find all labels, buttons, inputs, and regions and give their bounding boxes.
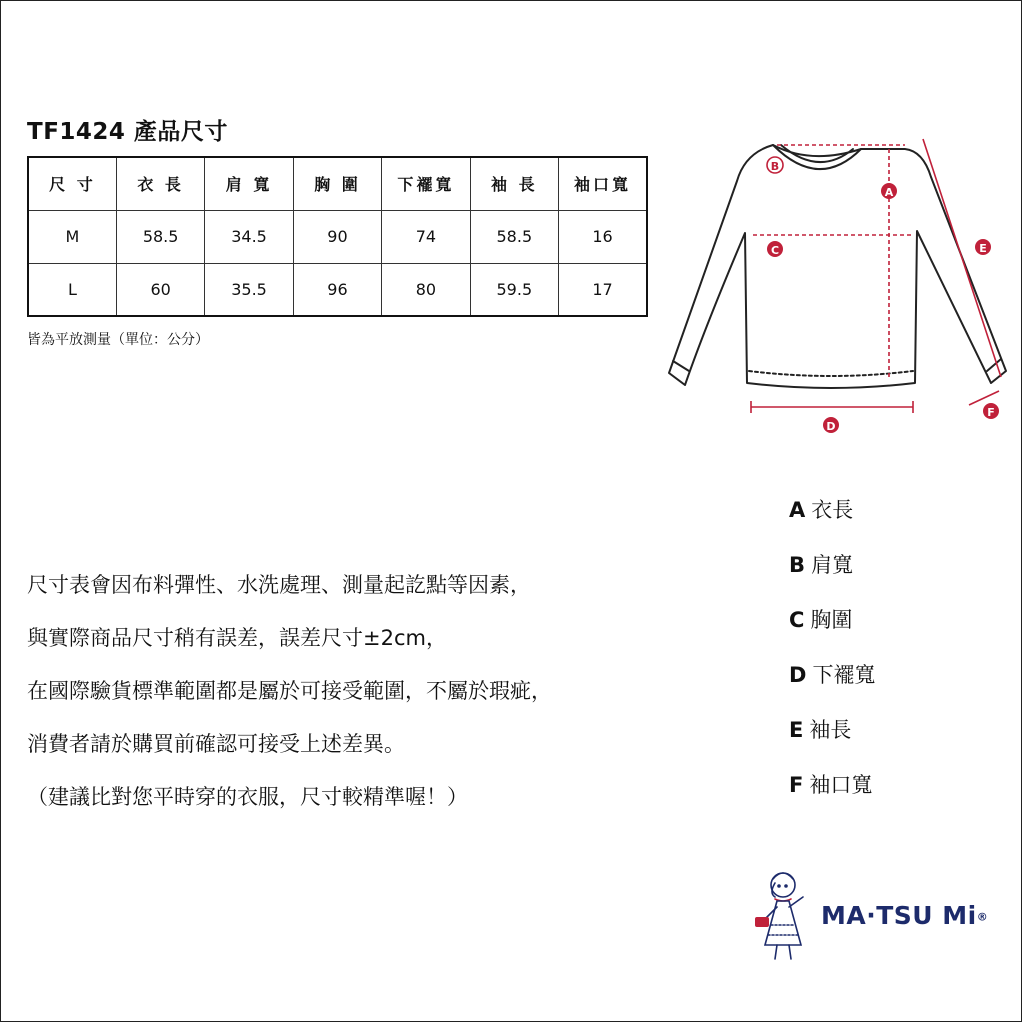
- table-row: [28, 210, 647, 263]
- legend-letter: F: [789, 773, 804, 797]
- svg-text:F: F: [987, 406, 995, 419]
- legend-label: 袖長: [809, 718, 852, 742]
- cell-sleeve: 58.5: [470, 210, 558, 263]
- legend-letter: E: [789, 718, 804, 742]
- cell-size: M: [28, 210, 116, 263]
- svg-text:E: E: [979, 242, 987, 255]
- cell-length: 60: [116, 263, 204, 316]
- header-cuff: 袖口寬: [559, 157, 647, 210]
- cell-chest: 90: [293, 210, 381, 263]
- legend-label: 下襬寬: [812, 663, 876, 687]
- cell-shoulder: 35.5: [205, 263, 293, 316]
- legend-item: [789, 703, 875, 758]
- measurement-legend: [789, 483, 875, 813]
- legend-letter: A: [789, 498, 806, 522]
- disclaimer-line: 與實際商品尺寸稍有誤差，誤差尺寸±2cm，: [27, 626, 447, 650]
- page-title: TF1424 產品尺寸: [27, 119, 228, 145]
- cell-shoulder: 34.5: [205, 210, 293, 263]
- disclaimer-line: 在國際驗貨標準範圍都是屬於可接受範圍，不屬於瑕疵，: [27, 679, 552, 703]
- legend-item: [789, 758, 875, 813]
- header-sleeve: 袖 長: [470, 157, 558, 210]
- marker-d: [823, 417, 839, 433]
- legend-label: 胸圍: [810, 608, 853, 632]
- header-size: 尺 寸: [28, 157, 116, 210]
- svg-text:B: B: [770, 160, 780, 173]
- shirt-outline: [669, 145, 1006, 388]
- legend-letter: C: [789, 608, 805, 632]
- header-chest: 胸 圍: [293, 157, 381, 210]
- table-row: [28, 263, 647, 316]
- marker-e: [975, 239, 991, 255]
- garment-diagram: [661, 121, 1011, 441]
- cell-hem: 74: [382, 210, 470, 263]
- legend-label: 肩寬: [811, 553, 854, 577]
- cell-cuff: 16: [559, 210, 647, 263]
- legend-item: [789, 648, 875, 703]
- legend-letter: D: [789, 663, 807, 687]
- cell-sleeve: 59.5: [470, 263, 558, 316]
- size-table: [27, 156, 648, 317]
- logo-text: [821, 901, 988, 930]
- header-shoulder: 肩 寬: [205, 157, 293, 210]
- header-hem: 下襬寬: [382, 157, 470, 210]
- mascot-girl-icon: [753, 867, 811, 963]
- header-length: 衣 長: [116, 157, 204, 210]
- disclaimer-line: 消費者請於購買前確認可接受上述差異。: [27, 732, 405, 756]
- legend-item: [789, 593, 875, 648]
- measurement-note: 皆為平放測量（單位：公分）: [27, 332, 209, 348]
- disclaimer-line: （建議比對您平時穿的衣服，尺寸較精準喔！）: [27, 785, 468, 809]
- cell-cuff: 17: [559, 263, 647, 316]
- disclaimer-text: [27, 559, 747, 824]
- cell-chest: 96: [293, 263, 381, 316]
- legend-letter: B: [789, 553, 806, 577]
- legend-item: [789, 483, 875, 538]
- cell-size: L: [28, 263, 116, 316]
- marker-f: [983, 403, 999, 419]
- logo-wordmark: MA·TSU Mi: [821, 900, 977, 930]
- marker-b: [767, 157, 783, 173]
- svg-text:C: C: [770, 244, 780, 257]
- disclaimer-line: 尺寸表會因布料彈性、水洗處理、測量起訖點等因素，: [27, 573, 531, 597]
- brand-logo: [753, 867, 988, 963]
- registered-mark: ®: [976, 910, 989, 923]
- cell-length: 58.5: [116, 210, 204, 263]
- legend-label: 袖口寬: [809, 773, 873, 797]
- svg-text:D: D: [826, 420, 836, 433]
- measurement-lines: [751, 139, 1001, 413]
- legend-label: 衣長: [811, 498, 854, 522]
- marker-a: [881, 183, 897, 199]
- cell-hem: 80: [382, 263, 470, 316]
- svg-text:A: A: [884, 186, 894, 199]
- legend-item: [789, 538, 875, 593]
- table-header-row: [28, 157, 647, 210]
- marker-c: [767, 241, 783, 257]
